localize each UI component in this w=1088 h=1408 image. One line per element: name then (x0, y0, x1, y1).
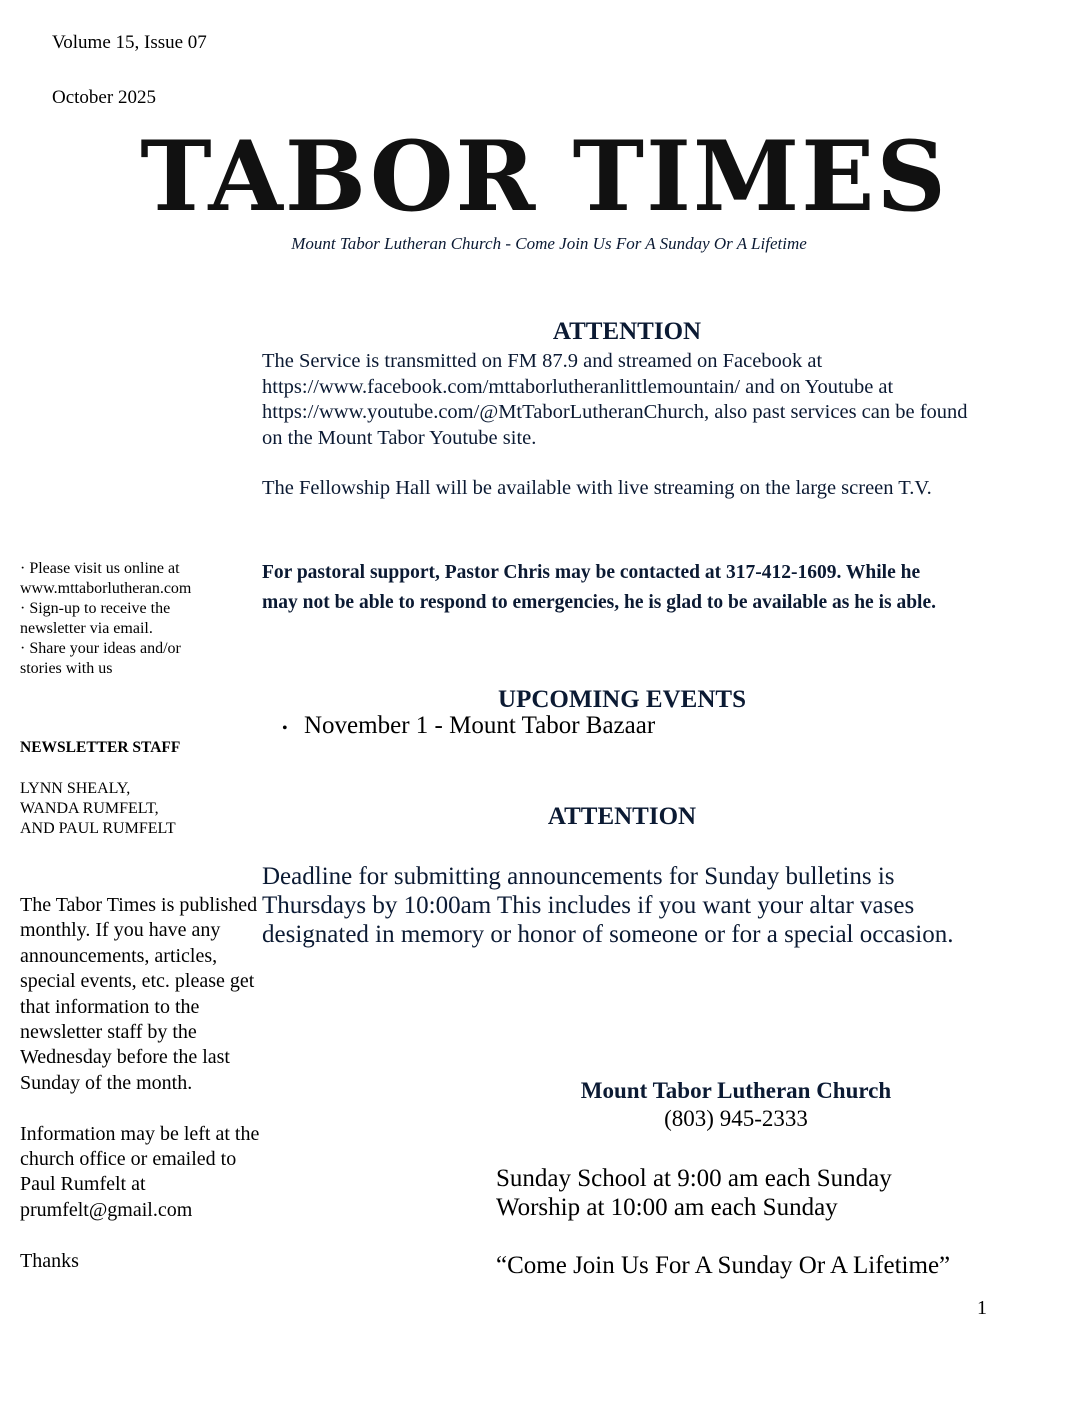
service-times (496, 1164, 892, 1222)
deadline-notice: Deadline for submitting announcements for Sunday bulletins is Thursdays by 10:00am This includes if you want your altar vases designated in memory or honor of someone or for a special occasion. (262, 863, 954, 948)
signup-text: · Sign-up to receive the (20, 600, 171, 617)
attention-heading-text: ATTENTION (552, 318, 702, 345)
sunday-school-time: Sunday School at 9:00 am each Sunday (496, 1165, 892, 1192)
share-ideas-text: · Share your ideas and/or (20, 640, 181, 657)
attention-heading-2: ATTENTION (547, 803, 697, 830)
publication-info (20, 893, 260, 1274)
pastoral-support: For pastoral support, Pastor Chris may be contacted at 317-412-1609. While he may not be able to respond to emergencies, he is glad to be available as he is able. (262, 562, 936, 613)
contact-paragraph: Information may be left at the church office or emailed to Paul Rumfelt at prumfelt@gmail.com (20, 1122, 260, 1221)
share-ideas-text-2: stories with us (20, 660, 113, 677)
masthead-tagline: Mount Tabor Lutheran Church - Come Join Us For A Sunday Or A Lifetime (291, 234, 807, 253)
events-list (282, 712, 655, 740)
bullet-icon: • (282, 720, 288, 737)
worship-time: Worship at 10:00 am each Sunday (496, 1194, 838, 1221)
website-link[interactable]: www.mttaborlutheran.com (20, 580, 192, 597)
page-number: 1 (977, 1297, 987, 1319)
volume-issue: Volume 15, Issue 07 (52, 32, 207, 53)
publication-paragraph: The Tabor Times is published monthly. If you have any announcements, articles, special events, etc. please get that information to the newsletter staff by the Wednesday before the last Sunday of the month. (20, 894, 258, 1094)
fellowship-hall-paragraph: The Fellowship Hall will be available with live streaming on the large screen T.V. (262, 477, 932, 499)
newsletter-staff-heading: NEWSLETTER STAFF (20, 739, 181, 756)
newsletter-staff-names (20, 779, 260, 839)
staff-name: LYNN SHEALY, (20, 780, 131, 797)
event-label: November 1 - Mount Tabor Bazaar (304, 712, 656, 739)
church-motto: “Come Join Us For A Sunday Or A Lifetime” (496, 1252, 951, 1279)
streaming-paragraph: The Service is transmitted on FM 87.9 and streamed on Facebook at https://www.facebook.com/mttaborlutheranlittlemountain/ and on Youtube at https://www.youtube.com/@MtTaborLutheranChurch, also past services can be found on the Mount Tabor Youtube site. (262, 350, 968, 449)
issue-date: October 2025 (52, 87, 156, 108)
attention-heading (262, 318, 992, 346)
staff-name: AND PAUL RUMFELT (20, 820, 176, 837)
streaming-info (262, 349, 992, 502)
staff-name: WANDA RUMFELT, (20, 800, 159, 817)
thanks-text: Thanks (20, 1249, 79, 1272)
sidebar-links (20, 559, 260, 679)
list-item (282, 712, 655, 740)
masthead-title: TABOR TIMES (140, 120, 948, 233)
visit-online-text: · Please visit us online at (20, 560, 180, 577)
church-phone: (803) 945-2333 (664, 1106, 808, 1131)
church-name: Mount Tabor Lutheran Church (580, 1078, 892, 1103)
upcoming-events-heading: UPCOMING EVENTS (498, 686, 746, 713)
signup-text-2: newsletter via email. (20, 620, 153, 637)
